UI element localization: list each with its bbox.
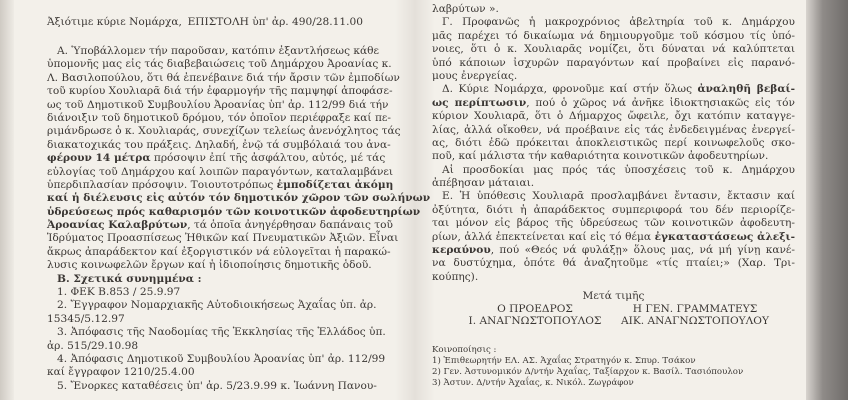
signature-name: ΑΙΚ. ΑΝΑΓΝΩΣΤΟΠΟΥΛΟΥ — [621, 315, 769, 327]
text-line — [47, 125, 401, 138]
text-line — [432, 217, 795, 230]
text-line — [432, 164, 795, 177]
text: μους ἐνεργείας. — [432, 69, 518, 82]
text: ἄκρως ἀπαράδεκτον καί ἐξοργιστικόν νά εὐλογεῖται ἡ παρακώ- — [47, 245, 391, 258]
text: Αἱ προσδοκίαι μας πρός τάς ὑποσχέσεις τοῦ κ. Δημάρχου — [442, 163, 795, 176]
cc-list — [432, 345, 743, 389]
signature-title: Ο ΠΡΟΕΔΡΟΣ — [497, 303, 573, 315]
text: ρίων, ἀλλά ἐπεκτείνεται καί εἰς τό θέμα — [432, 230, 655, 243]
cc-item: 3) Ἀστυν. Δ/ντήν Ἀχαΐας, κ. Νικόλ. Ζωγράφον — [432, 378, 634, 388]
text-line — [47, 219, 393, 232]
text-line — [432, 137, 795, 150]
text-line — [47, 259, 372, 272]
text: λυσις κοινωφελῶν ἔργων καί ἡ ἰδιοποίησις δημοτικῆς ὁδοῦ. — [47, 259, 372, 272]
text: ὑπομονῆς μας εἰς τάς διαβεβαιώσεις τοῦ Δημάρχου Ἀροανίας κ. — [47, 58, 392, 71]
text-line — [432, 83, 795, 96]
text-line — [47, 58, 392, 71]
text: μᾶς παρέχει τό δικαίωμα νά δημιουργοῦμε τοῦ κόσμου τίς ὑπό- — [432, 29, 795, 42]
text: ας, διότι ἐδῶ πρόκειται ἀποκλειστικῶς περί κοινωφελοῦς σκο- — [432, 136, 795, 149]
text-line — [47, 138, 391, 152]
text-line — [432, 231, 795, 244]
text: Λ. Βασιλοπούλου, ὅτι θά ἐπενέβαινε διά τήν ἄρσιν τῶν ἐμποδίων — [47, 71, 400, 84]
text: ριμάνδρωσε ὁ κ. Χουλιαράς, συνεχίζων τελείως ἀνενόχλητος τάς — [47, 125, 401, 138]
text: ἀπέβησαν μάταιαι. — [432, 177, 535, 190]
text-line — [432, 190, 795, 203]
text-line — [432, 150, 795, 163]
cc-label: Κοινοποίησις : — [432, 345, 497, 355]
text-line — [47, 205, 421, 219]
letter-header — [47, 16, 363, 28]
text: ἀρ. 515/29.10.98 — [47, 339, 139, 352]
bold-text: φέρουν 14 μέτρα — [47, 152, 151, 165]
text-line — [47, 286, 363, 299]
text: κύριον Χουλιαρᾶ, ὅτι ὁ Δήμαρχος ὤφειλε, ὄχι κατόπιν καταγγε- — [432, 110, 795, 123]
text: , πού ὁ χῶρος νά ἀνῆκε ἰδιοκτησιακῶς εἰς τόν — [526, 96, 795, 109]
text-line — [432, 43, 795, 56]
right-column-text — [432, 3, 795, 284]
text-line — [432, 70, 795, 83]
text-line — [47, 192, 431, 205]
bold-text: κεραύνου — [432, 244, 491, 257]
text-line — [432, 16, 795, 29]
text: Δ. Κύριε Νομάρχα, φρονοῦμε καί στήν ὅλως — [442, 83, 698, 96]
text-line — [47, 379, 377, 393]
letter-reference: ΕΠΙΣΤΟΛΗ ὑπ' ἀρ. 490/28.11.00 — [187, 16, 363, 28]
cc-item: 1) Ἐπιθεωρητήν ΕΛ. ΑΣ. Ἀχαΐας Στρατηγόν κ. Σπυρ. Τσάκον — [432, 356, 696, 366]
text: 2. Ἔγγραφον Νομαρχιακῆς Αὐτοδιοικήσεως Ἀχαΐας ὑπ. ἀρ. — [57, 299, 377, 312]
text-line — [432, 177, 795, 190]
text: 1. ΦΕΚ Β.853 / 25.9.97 — [57, 286, 181, 299]
text-line — [47, 111, 391, 125]
text: εὐλογίας τοῦ Δημάρχου καί λοιπῶν παραγόντων, καταλαμβάνει — [47, 165, 394, 178]
text-line — [432, 257, 795, 270]
text: Ε. Ἡ ὑπόθεσις Χουλιαρᾶ προσλαμβάνει ἔντασιν, ἔκτασιν καί — [442, 190, 795, 203]
text: 5. Ἔνορκες καταθέσεις ὑπ' ἀρ. 5/23.9.99 κ. Ἰωάννη Πανου- — [57, 379, 377, 392]
text: ται μόνον εἰς βάρος τῆς ὑδρεύσεως τῶν κοινοτικῶν ἀφοδευτη- — [432, 217, 795, 230]
text: Α. Ὑποβάλλομεν τήν παροῦσαν, κατόπιν ἐξαντλήσεως κάθε — [57, 45, 380, 57]
text-line — [432, 271, 795, 284]
bold-text: ἀναληθῆ βεβαί- — [697, 83, 795, 96]
text-line — [432, 97, 795, 110]
signature-name: Ι. ΑΝΑΓΝΩΣΤΟΠΟΥΛΟΣ — [468, 315, 602, 327]
text-line — [47, 340, 363, 353]
text-line — [47, 45, 380, 58]
text: διακατοχικάς του πράξεις. Δηλαδή, ἐνῷ τά συμβόλαιά του ἀνα- — [47, 138, 391, 151]
text-line — [432, 3, 795, 16]
signature-title: Η ΓΕΝ. ΓΡΑΜΜΑΤΕΥΣ — [632, 303, 758, 315]
text: Γ. Προφανῶς ἡ μακροχρόνιος ἀβελτηρία τοῦ κ. Δημάρχου — [442, 16, 795, 29]
text-line — [432, 30, 795, 43]
text: ποῦ, καί μάλιστα τήν καθαριότητα κοινοτικῶν ἀφοδευτηρίων. — [432, 150, 769, 163]
bold-text: Β. Σχετικά συνημμένα : — [57, 272, 202, 285]
text-line — [432, 244, 795, 257]
text: Ἱδρύματος Προασπίσεως Ἠθικῶν καί Πνευματικῶν Ἀξιῶν. Εἶναι — [47, 232, 399, 245]
text-line — [432, 204, 795, 217]
salutation: Ἀξιότιμε κύριε Νομάρχα, — [47, 16, 182, 28]
signature-secretary — [600, 303, 790, 327]
text-line — [47, 71, 400, 85]
text: , πού «Θεός νά φυλάξῃ» ὅλους μας, νά μή γίνῃ κανέ- — [490, 244, 795, 257]
text-line — [47, 232, 399, 245]
text-line — [432, 124, 795, 137]
text: τοῦ κυρίου Χουλιαρᾶ διά τήν ἐφαρμογήν τῆς παμψηφί ἀποφάσε- — [47, 85, 393, 98]
cc-item: 2) Γεν. Ἀστυνομικόν Δ/ντήν Ἀχαΐας, Ταξίαρχον κ. Βασίλ. Τασιόπουλον — [432, 367, 744, 377]
text-line — [47, 326, 386, 339]
text-line — [47, 273, 363, 286]
text-line — [47, 299, 377, 312]
text-line — [47, 152, 386, 165]
bold-text: ὑδρεύσεως πρός καθαρισμόν τῶν κοινοτικῶν ἀφοδευτηρίων — [47, 205, 421, 218]
text: ὑπό κάποιων ἰσχυρῶν παραγόντων καί προβαίνει εἰς παρανό- — [432, 56, 795, 69]
closing: Μετά τιμῆς — [582, 290, 645, 302]
text-line — [47, 165, 394, 179]
text-line — [432, 57, 795, 70]
text-line — [47, 366, 363, 379]
text-line — [47, 245, 391, 259]
bold-text: Ἀροανίας Καλαβρύτων — [47, 219, 188, 232]
text: ὑπερδιπλασίαν πρόσοψιν. Τοιουτοτρόπως — [47, 178, 277, 191]
bold-text: ἐμποδίζεται ἀκόμη — [276, 178, 394, 191]
text: , τά ὁποῖα ἀνηγέρθησαν δαπάναις τοῦ — [187, 219, 393, 232]
left-column-text — [47, 45, 431, 393]
text: νοιες, ὅτι ὁ κ. Χουλιαρᾶς νομίζει, ὅτι δύναται νά καλύπτεται — [432, 43, 795, 56]
text: ως τοῦ Δημοτικοῦ Συμβουλίου Ἀροανίας ὑπ' ἀρ. 112/99 διά τήν — [47, 98, 389, 111]
text: διάνοιξιν τοῦ δημοτικοῦ δρόμου, τόν ὁποῖον περιέφραξε καί πε- — [47, 111, 391, 124]
page-binding-shadow — [0, 0, 14, 400]
text: λίας, ἀλλά οἴκοθεν, νά προέβαινε εἰς τάς ἐνδεδειγμένας ἐνεργεί- — [432, 123, 795, 136]
text: 15345/5.12.97 — [47, 312, 125, 325]
bold-text: καί ἡ διέλευσις εἰς αὐτόν τόν δημοτικόν χῶρον τῶν σωλήνων — [47, 192, 431, 205]
text: κούπης). — [432, 270, 479, 283]
signature-president — [455, 303, 615, 327]
bold-text: ἐγκαταστάσεως ἀλεξι- — [654, 230, 795, 243]
text-line — [47, 85, 393, 98]
text: να δυστύχημα, ὁπότε θά ἀναζητοῦμε «τίς πταίει;» (Χαρ. Τρι- — [432, 257, 795, 270]
text-line — [47, 98, 389, 112]
text-line — [47, 178, 394, 192]
text: 4. Ἀπόφασις Δημοτικοῦ Συμβουλίου Ἀροανίας ὑπ' ἀρ. 112/99 — [57, 352, 386, 365]
text-line — [432, 110, 795, 123]
text: καί ἔγγραφον 1210/25.4.00 — [47, 366, 195, 379]
text: 3. Ἀπόφασις τῆς Ναοδομίας τῆς Ἐκκλησίας τῆς Ἑλλάδος ὑπ. — [57, 326, 386, 339]
text: πρόσοψιν ἐπί τῆς ἀσφάλτου, αὐτός, μέ τάς — [150, 152, 386, 165]
page-edge-shadow — [806, 0, 848, 400]
bold-text: ως περίπτωσιν — [432, 96, 527, 109]
text-line — [47, 313, 363, 326]
text-line — [47, 352, 386, 366]
text: λαβρύτων ». — [432, 3, 499, 15]
text: ὀξύτητα, διότι ἡ ἀπαράδεκτος συμπεριφορά του δέν περιορίζε- — [432, 203, 795, 216]
